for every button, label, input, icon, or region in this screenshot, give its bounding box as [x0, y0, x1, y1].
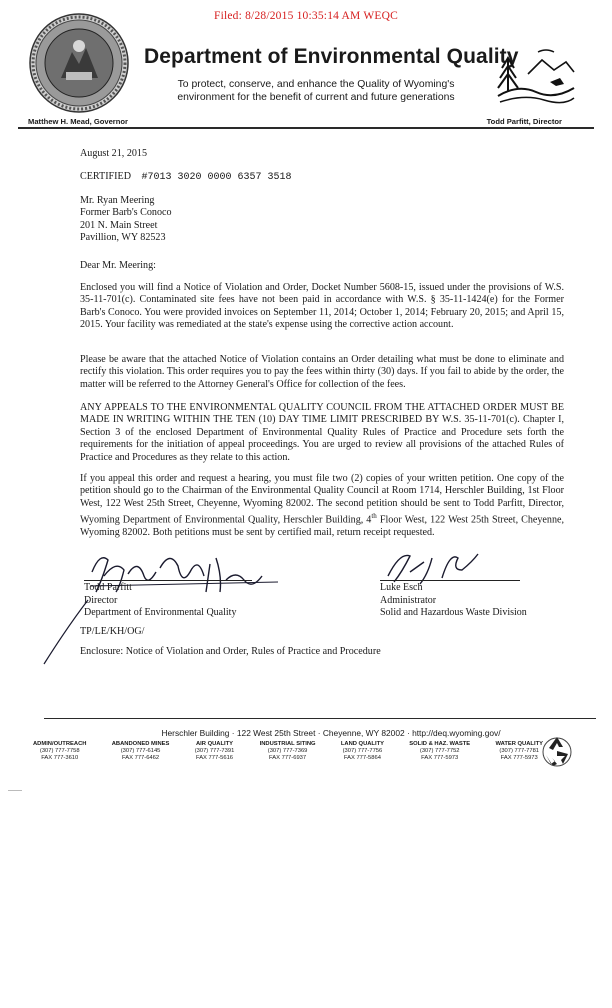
footer-column [341, 741, 384, 761]
signer-1-title: Director [84, 594, 118, 606]
deq-landscape-logo-icon [494, 38, 576, 110]
footer-column [409, 741, 470, 761]
column-name: ABANDONED MINES [111, 741, 170, 747]
enclosure-line: Enclosure: Notice of Violation and Order, Rules of Practice and Procedure [80, 646, 381, 657]
footer-column [495, 741, 543, 761]
column-fax: FAX 777-3610 [41, 754, 79, 761]
recycle-icon [541, 734, 573, 768]
column-fax: FAX 777-6462 [122, 754, 160, 761]
recipient-line: Former Barb's Conoco [80, 207, 172, 219]
paragraph-2: Please be aware that the attached Notice of Violation contains an Order detailing what must be done to eliminate and rectify this violation. This order requires you to pay the fees within thirty (30) days. If you fail to abide by the order, the matter will be referred to the Attorney General's Office for collection of the fees. [80, 354, 564, 390]
tagline-line-2: environment for the benefit of current and future generations [177, 91, 455, 103]
margin-mark [8, 790, 22, 791]
signer-2-title: Administrator [380, 594, 437, 606]
certified-label: CERTIFIED [80, 171, 131, 182]
footer-contact-columns [33, 741, 543, 761]
signer-2-org: Solid and Hazardous Waste Division [380, 607, 527, 619]
footer-column [195, 741, 235, 761]
filed-stamp: Filed: 8/28/2015 10:35:14 AM WEQC [213, 10, 398, 22]
column-fax: FAX 777-5973 [421, 754, 459, 761]
paragraph-1: Enclosed you will find a Notice of Violation and Order, Docket Number 5608-15, issued under the provisions of W.S. 35-11-701(c). Contaminated site fees have not been paid in accordance with W.S. § 35-11-1424(e) for the Former Barb's Conoco. You were provided invoices on September 11, 2014; October 1, 2014; February 20, 2015; and April 15, 2015. Your facility was remediated at the state's expense using the corrective action account. [80, 282, 564, 331]
column-phone: (307) 777-7752 [419, 747, 460, 754]
signer-1-block [84, 582, 236, 620]
signer-2-name: Luke Esch [380, 582, 423, 593]
recipient-address [80, 195, 172, 245]
column-phone: (307) 777-7758 [39, 747, 80, 754]
header-rule [18, 127, 594, 129]
department-title: Department of Environmental Quality [144, 45, 519, 68]
letter-date: August 21, 2015 [80, 148, 148, 159]
footer-column [112, 741, 170, 761]
recipient-line: Pavillion, WY 82523 [80, 232, 166, 244]
salutation: Dear Mr. Meering: [80, 260, 156, 271]
recipient-line: 201 N. Main Street [80, 219, 158, 231]
certified-line [80, 171, 292, 184]
paragraph-4 [80, 473, 564, 539]
column-phone: (307) 777-7756 [342, 747, 383, 754]
footer-column [33, 741, 86, 761]
paragraph-4-text-b: Floor West, 122 West 25th Street, Cheyenne, Wyoming 82002. Both petitions must be sent by certified mail, return receipt requested. [80, 514, 565, 538]
director-name: Todd Parfitt, Director [486, 117, 562, 126]
department-tagline [146, 79, 486, 104]
column-name: WATER QUALITY [495, 741, 543, 747]
footer-column [260, 741, 316, 761]
footer-address: Herschler Building · 122 West 25th Street · Cheyenne, WY 82002 · http://deq.wyoming.gov/ [161, 728, 501, 738]
signer-1-org: Department of Environmental Quality [84, 607, 237, 619]
column-phone: (307) 777-7781 [499, 747, 540, 754]
column-phone: (307) 777-6145 [120, 747, 161, 754]
column-name: AIR QUALITY [195, 741, 234, 747]
column-name: ADMIN/OUTREACH [33, 741, 87, 747]
column-name: SOLID & HAZ. WASTE [409, 741, 471, 747]
reference-initials: TP/LE/KH/OG/ [80, 626, 145, 637]
signature-line-1 [84, 580, 252, 581]
paragraph-3: ANY APPEALS TO THE ENVIRONMENTAL QUALITY COUNCIL FROM THE ATTACHED ORDER MUST BE MADE IN WRITING WITHIN THE TEN (10) DAY TIME LIMIT PRESCRIBED BY W.S. 35-11-701(c). Chapter I, Section 3 of the enclosed Department of Environmental Quality Rules of Practice and Procedure sets forth the requirements for the initiation of appeal proceedings. You are urged to review all provisions of the attached Rules of Practice and Procedures as they relate to this action. [80, 402, 564, 463]
column-name: LAND QUALITY [340, 741, 384, 747]
governor-name: Matthew H. Mead, Governor [28, 117, 128, 126]
superscript-th: th [371, 512, 377, 521]
footer-rule [44, 718, 596, 719]
recipient-line: Mr. Ryan Meering [80, 195, 155, 206]
column-fax: FAX 777-5864 [343, 754, 381, 761]
column-fax: FAX 777-6937 [269, 754, 307, 761]
signature-line-2 [380, 580, 520, 581]
column-phone: (307) 777-7391 [194, 747, 235, 754]
wyoming-state-seal-icon [28, 12, 130, 114]
signer-2-block [380, 582, 527, 620]
column-fax: FAX 777-5616 [195, 754, 234, 761]
column-fax: FAX 777-5973 [500, 754, 538, 761]
tagline-line-1: To protect, conserve, and enhance the Quality of Wyoming's [177, 79, 455, 90]
column-phone: (307) 777-7369 [267, 747, 308, 754]
certified-number: #7013 3020 0000 6357 3518 [141, 172, 292, 183]
signer-1-name: Todd Parfitt [84, 582, 132, 593]
paragraph-4-text-a: If you appeal this order and request a hearing, you must file two (2) copies of your written petition. One copy of the petition should go to the Chairman of the Environmental Quality Council at Room 1714, Herschler Building, 1st Floor West, 122 West 25th Street, Cheyenne, Wyoming 82002. The second petition should be sent to Todd Parfitt, Director, Wyoming Department of Environmental Quality, Herschler Building, 4 [80, 473, 564, 526]
column-name: INDUSTRIAL SITING [259, 741, 316, 747]
